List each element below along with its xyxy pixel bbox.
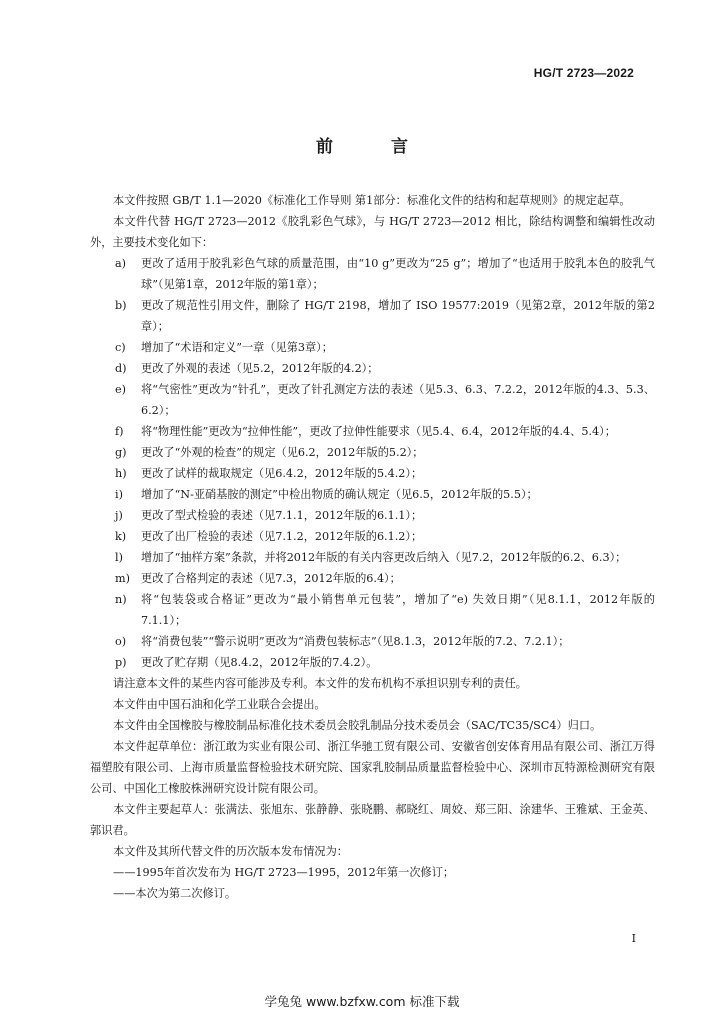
list-item-text: 将“物理性能”更改为“拉伸性能”，更改了拉伸性能要求（见5.4、6.4，2012年版的4.4、5.4）；: [141, 425, 616, 438]
list-item: [90, 652, 655, 673]
drafting-units: 本文件起草单位：浙江敢为实业有限公司、浙江华驰工贸有限公司、安徽省创安体育用品有限公司、浙江万得福塑胶有限公司、上海市质量监督检验技术研究院、国家乳胶制品质量监督检验中心、深圳市瓦特源检测研究有限公司、中国化工橡胶株洲研究设计院有限公司。: [90, 740, 655, 795]
list-item-label: g): [115, 446, 127, 459]
list-item-text: 更改了贮存期（见8.4.2，2012年版的7.4.2）。: [141, 656, 378, 669]
list-item-text: 更改了规范性引用文件，删除了 HG/T 2198，增加了 ISO 19577:2019（见第2章，2012年版的第2章）；: [141, 299, 655, 333]
drafters: 本文件主要起草人：张满法、张旭东、张静静、张晓鹏、郝晓红、周姣、郑三阳、涂建华、王雅斌、王金英、郭识君。: [90, 803, 655, 837]
list-item-text: 更改了适用于胶乳彩色气球的质量范围，由“10 g”更改为“25 g”；增加了“也适用于胶乳本色的胶乳气球”（见第1章，2012年版的第1章）；: [141, 257, 655, 291]
list-item-text: 将“包装袋或合格证”更改为“最小销售单元包装”，增加了“e) 失效日期”（见8.1.1，2012年版的7.1.1）；: [141, 593, 655, 627]
list-item-label: h): [115, 467, 127, 480]
list-item: [90, 442, 655, 463]
list-item: [90, 421, 655, 442]
list-item: [90, 337, 655, 358]
list-item-label: o): [115, 635, 127, 648]
list-item: [90, 484, 655, 505]
list-item-label: f): [115, 425, 124, 438]
history-item: ——本次为第二次修订。: [113, 887, 237, 900]
list-item-text: 增加了“抽样方案”条款，并将2012年版的有关内容更改后纳入（见7.2，2012年版的6.2、6.3）；: [141, 551, 627, 564]
standard-code: HG/T 2723—2022: [533, 66, 634, 80]
list-item-text: 更改了出厂检验的表述（见7.1.2，2012年版的6.1.2）；: [141, 530, 423, 543]
list-item-label: b): [115, 299, 127, 312]
list-item-text: 将“消费包装”“警示说明”更改为“消费包装标志”（见8.1.3，2012年版的7.2、7.2.1）；: [141, 635, 570, 648]
list-item: [90, 631, 655, 652]
list-item-label: l): [115, 551, 123, 564]
list-item: [90, 589, 655, 631]
page-number: I: [631, 932, 636, 945]
list-item: [90, 463, 655, 484]
history-intro: 本文件及其所代替文件的历次版本发布情况为：: [113, 845, 348, 858]
footer-watermark: 学兔兔 www.bzfxw.com 标准下载: [264, 994, 460, 1009]
list-item: [90, 526, 655, 547]
proposer-statement: 本文件由中国石油和化学工业联合会提出。: [113, 698, 326, 711]
list-item-text: 增加了“N-亚硝基胺的测定”中检出物质的确认规定（见6.5，2012年版的5.5）；: [141, 488, 538, 501]
list-item-text: 更改了型式检验的表述（见7.1.1，2012年版的6.1.1）；: [141, 509, 423, 522]
list-item: [90, 253, 655, 295]
list-item-label: m): [115, 572, 130, 585]
list-item-label: a): [115, 257, 127, 270]
list-item-label: n): [115, 593, 127, 606]
list-item-label: p): [115, 656, 127, 669]
list-item: [90, 547, 655, 568]
list-item-label: c): [115, 341, 126, 354]
list-item-label: k): [115, 530, 127, 543]
list-item: [90, 295, 655, 337]
list-item: [90, 568, 655, 589]
list-item-label: e): [115, 383, 126, 396]
list-item-text: 更改了试样的裁取规定（见6.4.2，2012年版的5.4.2）；: [141, 467, 423, 480]
changes-list: [90, 253, 655, 673]
list-item-label: d): [115, 362, 127, 375]
list-item: [90, 379, 655, 421]
list-item-text: 更改了合格判定的表述（见7.3，2012年版的6.4）；: [141, 572, 401, 585]
list-item-text: 更改了外观的表述（见5.2，2012年版的4.2）；: [141, 362, 379, 375]
list-item-label: i): [115, 488, 123, 501]
list-item-label: j): [115, 509, 123, 522]
committee-statement: 本文件由全国橡胶与橡胶制品标准化技术委员会胶乳制品分技术委员会（SAC/TC35/SC4）归口。: [113, 719, 602, 732]
list-item: [90, 505, 655, 526]
list-item-text: 增加了“术语和定义”一章（见第3章）；: [141, 341, 333, 354]
list-item: [90, 358, 655, 379]
list-item-text: 更改了“外观的检查”的规定（见6.2，2012年版的5.2）；: [141, 446, 424, 459]
intro-paragraph: 本文件代替 HG/T 2723—2012《胶乳彩色气球》，与 HG/T 2723—2012 相比，除结构调整和编辑性改动外，主要技术变化如下：: [90, 215, 655, 249]
history-item: ——1995年首次发布为 HG/T 2723—1995，2012年第一次修订；: [113, 866, 455, 879]
patent-notice: 请注意本文件的某些内容可能涉及专利。本文件的发布机构不承担识别专利的责任。: [113, 677, 527, 690]
intro-paragraph: 本文件按照 GB/T 1.1—2020《标准化工作导则 第1部分：标准化文件的结构和起草规则》的规定起草。: [113, 194, 631, 207]
foreword-body: [90, 190, 655, 904]
page-title: 前 言: [316, 137, 434, 157]
list-item-text: 将“气密性”更改为“针孔”，更改了针孔测定方法的表述（见5.3、6.3、7.2.2，2012年版的4.3、5.3、6.2）；: [141, 383, 655, 417]
